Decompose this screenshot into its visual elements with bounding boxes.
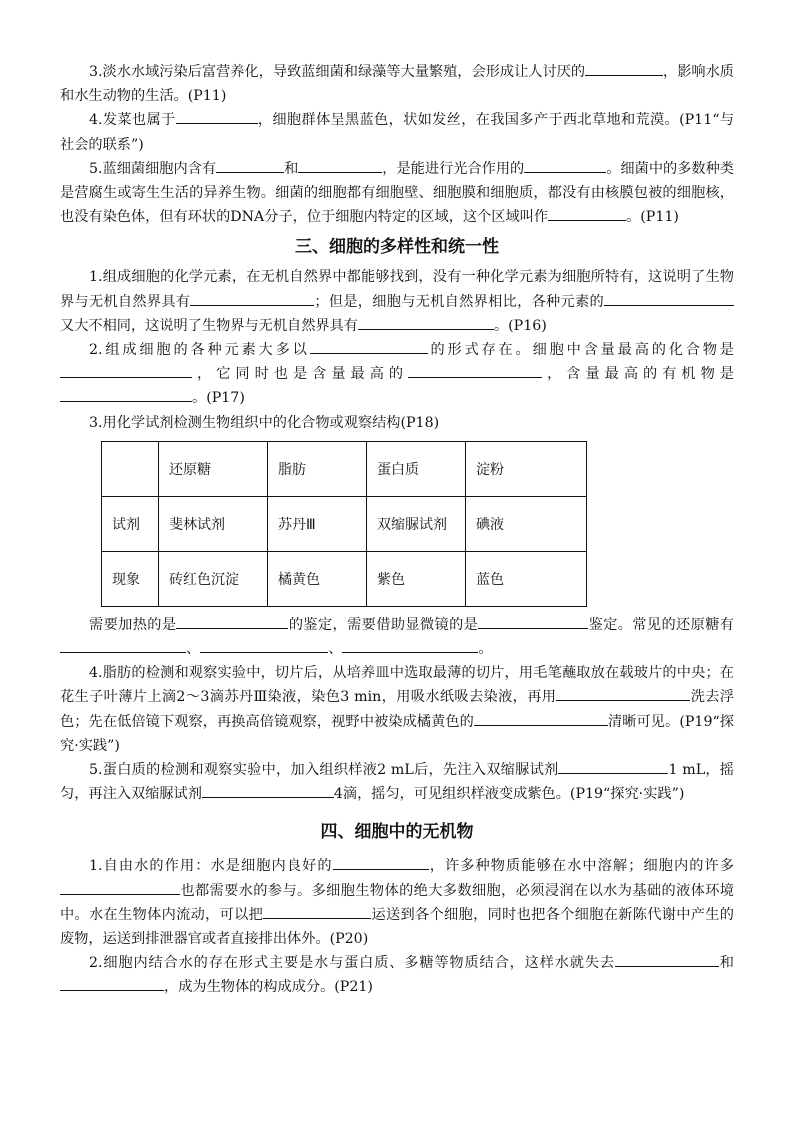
fill-blank[interactable]	[408, 362, 542, 378]
table-cell: 脂肪	[268, 441, 367, 496]
paragraph-4-1: 1.自由水的作用：水是细胞内良好的 ，许多种物质能够在水中溶解；细胞内的许多也都需要水的参与。多细胞生物体的绝大多数细胞，必须浸润在以水为基础的液体环境中。水在生物体内流动，可以把 运送到各个细胞，同时也把各个细胞在新陈代谢中产生的废物，运送到排泄器官或者直接排出体外。(P20)	[60, 854, 734, 951]
fill-blank[interactable]	[556, 685, 690, 701]
table-cell: 橘黄色	[268, 551, 367, 606]
fill-blank[interactable]	[298, 157, 382, 173]
fill-blank[interactable]	[216, 157, 284, 173]
fill-blank[interactable]	[604, 290, 734, 306]
section-title-4: 四、细胞中的无机物	[320, 822, 474, 843]
reagent-table	[101, 441, 587, 607]
fill-blank[interactable]	[60, 975, 164, 991]
table-header-row	[102, 441, 587, 496]
fill-blank[interactable]	[176, 613, 288, 629]
fill-blank[interactable]	[200, 637, 328, 653]
paragraph-2-4: 4.发菜也属于 ，细胞群体呈黑蓝色，状如发丝，在我国多产于西北草地和荒漠。(P11“与社会的联系”)	[60, 108, 734, 156]
table-cell: 蓝色	[466, 551, 587, 606]
fill-blank[interactable]	[202, 782, 334, 798]
fill-blank[interactable]	[190, 290, 314, 306]
table-cell	[102, 441, 159, 496]
paragraph-3-3: 3.用化学试剂检测生物组织中的化合物或观察结构(P18)	[89, 414, 440, 431]
paragraph-3-2: 2.组成细胞的各种元素大多以 的形式存在。细胞中含量最高的化合物是，它同时也是含量最高的 ，含量最高的有机物是。(P17)	[60, 338, 734, 411]
table-row	[102, 496, 587, 551]
document-page	[60, 60, 734, 1000]
section-title-3: 三、细胞的多样性和统一性	[295, 237, 499, 258]
table-row	[102, 551, 587, 606]
fill-blank[interactable]	[60, 637, 186, 653]
fill-blank[interactable]	[60, 362, 192, 378]
table-cell: 紫色	[367, 551, 466, 606]
fill-blank[interactable]	[478, 613, 588, 629]
fill-blank[interactable]	[333, 854, 429, 870]
fill-blank[interactable]	[60, 879, 180, 895]
paragraph-3-3b: 需要加热的是 的鉴定，需要借助显微镜的是 鉴定。常见的还原糖有、 、 。	[60, 613, 734, 661]
paragraph-2-5: 5.蓝细菌细胞内含有 和 ，是能进行光合作用的 。细菌中的多数种类是营腐生或寄生生活的异养生物。细菌的细胞都有细胞壁、细胞膜和细胞质，都没有由核膜包被的细胞核，也没有染色体，但有环状的DNA分子，位于细胞内特定的区域，这个区域叫作 。(P11)	[60, 157, 734, 230]
fill-blank[interactable]	[358, 314, 494, 330]
fill-blank[interactable]	[524, 157, 606, 173]
fill-blank[interactable]	[310, 338, 428, 354]
table-cell: 现象	[102, 551, 159, 606]
table-cell: 斐林试剂	[159, 496, 268, 551]
table-cell: 砖红色沉淀	[159, 551, 268, 606]
fill-blank[interactable]	[263, 903, 371, 919]
paragraph-3-4: 4.脂肪的检测和观察实验中，切片后，从培养皿中选取最薄的切片，用毛笔蘸取放在载玻片的中央；在花生子叶薄片上滴2～3滴苏丹Ⅲ染液，染色3 min，用吸水纸吸去染液，再用 洗去浮色；先在低倍镜下观察，再换高倍镜观察，视野中被染成橘黄色的 清晰可见。(P19“探究·实践”)	[60, 665, 734, 754]
table-cell: 试剂	[102, 496, 159, 551]
fill-blank[interactable]	[548, 205, 626, 221]
table-cell: 双缩脲试剂	[367, 496, 466, 551]
fill-blank[interactable]	[558, 758, 668, 774]
paragraph-3-1: 1.组成细胞的化学元素，在无机自然界中都能够找到，没有一种化学元素为细胞所特有，这说明了生物界与无机自然界具有 ；但是，细胞与无机自然界相比，各种元素的又大不相同，这说明了生物界与无机自然界具有 。(P16)	[60, 269, 734, 334]
fill-blank[interactable]	[615, 951, 719, 967]
table-cell: 碘液	[466, 496, 587, 551]
paragraph-3-5: 5.蛋白质的检测和观察实验中，加入组织样液2 mL后，先注入双缩脲试剂 1 mL，摇匀，再注入双缩脲试剂 4滴，摇匀，可见组织样液变成紫色。(P19“探究·实践”)	[60, 758, 734, 806]
fill-blank[interactable]	[176, 108, 258, 124]
fill-blank[interactable]	[585, 60, 663, 76]
table-cell: 苏丹Ⅲ	[268, 496, 367, 551]
fill-blank[interactable]	[60, 386, 192, 402]
table-cell: 还原糖	[159, 441, 268, 496]
fill-blank[interactable]	[342, 637, 478, 653]
fill-blank[interactable]	[474, 710, 608, 726]
paragraph-4-2: 2.细胞内结合水的存在形式主要是水与蛋白质、多糖等物质结合，这样水就失去 和，成为生物体的构成成分。(P21)	[60, 951, 734, 999]
paragraph-2-3: 3.淡水水域污染后富营养化，导致蓝细菌和绿藻等大量繁殖，会形成让人讨厌的 ，影响水质和水生动物的生活。(P11)	[60, 60, 734, 108]
table-cell: 蛋白质	[367, 441, 466, 496]
table-cell: 淀粉	[466, 441, 587, 496]
